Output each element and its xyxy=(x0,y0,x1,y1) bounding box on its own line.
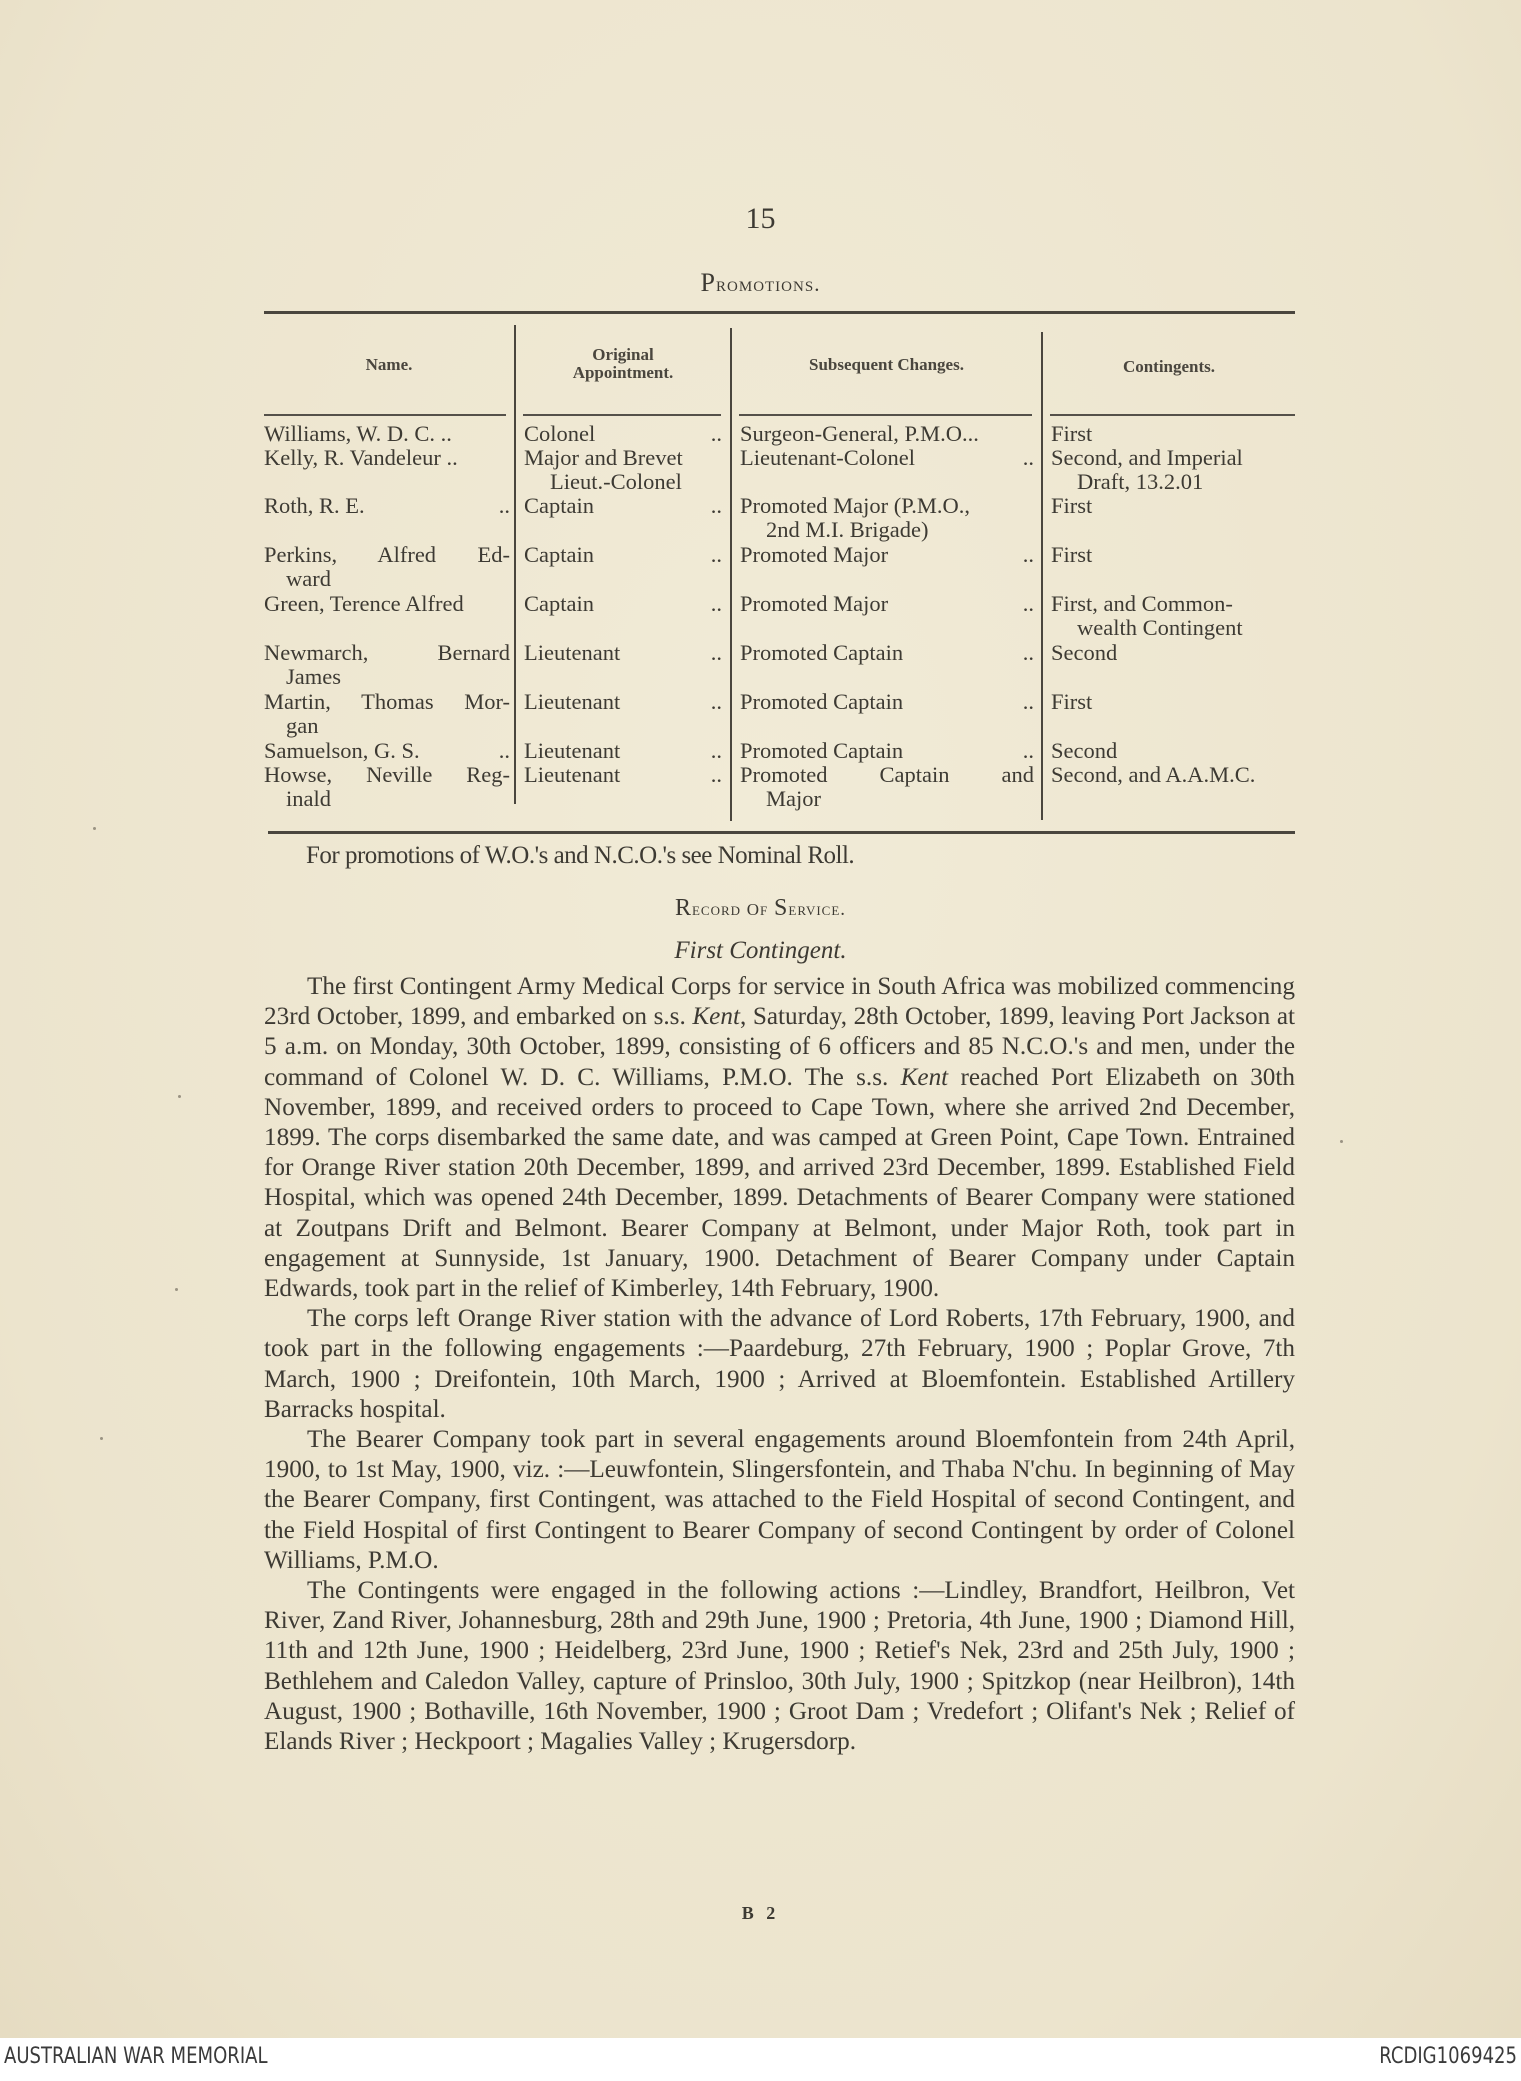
cell-text: Lieutenant xyxy=(524,738,621,763)
cell-text: Second, and Imperial xyxy=(1051,445,1243,470)
cell-text: Second xyxy=(1051,640,1118,665)
column-header-original-line1: Original xyxy=(592,345,654,364)
cell-continuation: gan xyxy=(286,713,319,738)
paragraph: The corps left Orange River station with the advance of Lord Roberts, 17th February, 1900, and took part in the following engagements :—Paardeburg, 27th February, 1900 ; Poplar Grove, 7th March, 1900 ; Dreifontein, 10th March, 1900 ; Arrived at Bloemfontein. Established Artillery Barracks hospital. xyxy=(264,1305,1295,1423)
cell-text: Promoted Captain and xyxy=(740,762,1034,787)
cell-name xyxy=(264,422,510,446)
footer-institution: AUSTRALIAN WAR MEMORIAL xyxy=(4,2044,268,2069)
cell-original xyxy=(524,592,722,616)
cell-contingent xyxy=(1051,446,1295,494)
cell-original xyxy=(524,763,722,787)
cell-text: Martin, Thomas Mor- xyxy=(264,689,510,714)
cell-subsequent xyxy=(740,494,1034,542)
paper-speck xyxy=(1340,1140,1343,1143)
footer-id: RCDIG1069425 xyxy=(1379,2044,1517,2069)
page-number: 15 xyxy=(745,202,776,235)
column-header-subsequent: Subsequent Changes. xyxy=(809,355,964,374)
cell-text: Perkins, Alfred Ed- xyxy=(264,542,510,567)
cell-text: Howse, Neville Reg- xyxy=(264,762,510,787)
leader-dots: .. xyxy=(498,738,510,763)
cell-name xyxy=(264,592,510,616)
paper-speck xyxy=(178,1095,181,1098)
cell-text: Promoted Captain xyxy=(740,689,904,714)
cell-continuation: Lieut.-Colonel xyxy=(550,469,682,494)
cell-contingent xyxy=(1051,739,1295,763)
paragraph xyxy=(264,972,1295,1304)
leader-dots: .. xyxy=(498,493,510,518)
cell-text: Lieutenant-Colonel xyxy=(740,445,915,470)
cell-text: Promoted Captain xyxy=(740,640,904,665)
leader-dots: .. xyxy=(710,762,722,787)
cell-contingent xyxy=(1051,763,1295,787)
cell-text: Surgeon-General, P.M.O... xyxy=(740,421,979,446)
column-divider xyxy=(1041,332,1043,820)
cell-text: First xyxy=(1051,689,1093,714)
cell-text: First xyxy=(1051,493,1093,518)
cell-contingent xyxy=(1051,494,1295,518)
leader-dots: .. xyxy=(710,493,722,518)
cell-text: Second xyxy=(1051,738,1118,763)
cell-original xyxy=(524,641,722,665)
signature-mark: B 2 xyxy=(741,1903,780,1923)
header-underline xyxy=(1050,414,1295,416)
cell-subsequent xyxy=(740,763,1034,811)
paper-speck xyxy=(175,1288,178,1291)
table-bottom-rule xyxy=(268,831,1295,834)
paragraph-text: , Saturday, 28th October, 1899, leaving Port Jackson at 5 a.m. on Monday, 30th October, 1899, consisting of 6 officers and 85 N.C.O.'s and men, under the command of Colonel W. D. C. Williams, P.M.O. The s.s. xyxy=(264,1003,1295,1091)
cell-continuation: wealth Contingent xyxy=(1077,615,1243,640)
leader-dots: .. xyxy=(1022,689,1034,714)
column-divider xyxy=(730,328,732,821)
header-underline xyxy=(264,414,506,416)
column-header-original xyxy=(516,346,730,382)
cell-contingent xyxy=(1051,641,1295,665)
column-header-name: Name. xyxy=(365,355,413,374)
cell-subsequent xyxy=(740,446,1034,470)
promotions-note: For promotions of W.O.'s and N.C.O.'s see Nominal Roll. xyxy=(306,842,855,869)
cell-contingent xyxy=(1051,422,1295,446)
leader-dots: .. xyxy=(710,689,722,714)
leader-dots: .. xyxy=(1022,445,1034,470)
leader-dots: .. xyxy=(710,738,722,763)
paper-speck xyxy=(93,827,96,830)
leader-dots: .. xyxy=(710,421,722,446)
cell-subsequent xyxy=(740,641,1034,665)
leader-dots: .. xyxy=(710,542,722,567)
record-of-service-title: Record of Service. xyxy=(674,895,847,921)
cell-original xyxy=(524,543,722,567)
table-top-rule xyxy=(264,311,1295,314)
ship-name: Kent xyxy=(900,1063,949,1091)
paragraph-text: The first Contingent Army Medical Corps for service in South Africa was mobilized commencing 23rd October, 1899, and embarked on s.s. xyxy=(264,973,1295,1031)
cell-text: Captain xyxy=(524,591,594,616)
cell-text: Lieutenant xyxy=(524,640,621,665)
cell-continuation: inald xyxy=(286,786,331,811)
cell-name xyxy=(264,494,510,518)
cell-text: Second, and A.A.M.C. xyxy=(1051,762,1256,787)
cell-text: Colonel xyxy=(524,421,596,446)
record-body xyxy=(264,972,1295,1757)
cell-subsequent xyxy=(740,592,1034,616)
header-underline xyxy=(523,414,721,416)
cell-subsequent xyxy=(740,422,1034,446)
cell-text: Captain xyxy=(524,542,594,567)
cell-continuation: Major xyxy=(766,786,821,811)
leader-dots: .. xyxy=(1022,591,1034,616)
leader-dots: .. xyxy=(1022,542,1034,567)
leader-dots: .. xyxy=(1022,738,1034,763)
cell-name xyxy=(264,690,510,738)
cell-text: Lieutenant xyxy=(524,689,621,714)
cell-text: Promoted Major xyxy=(740,542,889,567)
paragraph: The Bearer Company took part in several engagements around Bloemfontein from 24th April, 1900, to 1st May, 1900, viz. :—Leuwfontein, Slingersfontein, and Thaba N'chu. In beginning of May the Bearer Company, first Contingent, was attached to the Field Hospital of second Contingent, and the Field Hospital of first Contingent to Bearer Company of second Contingent by order of Colonel Williams, P.M.O. xyxy=(264,1426,1295,1574)
cell-original xyxy=(524,690,722,714)
cell-name xyxy=(264,641,510,689)
cell-subsequent xyxy=(740,543,1034,567)
cell-text: Green, Terence Alfred xyxy=(264,591,464,616)
archive-footer xyxy=(0,2038,1521,2081)
cell-text: First xyxy=(1051,542,1093,567)
cell-original xyxy=(524,494,722,518)
cell-contingent xyxy=(1051,690,1295,714)
cell-text: Newmarch, Bernard xyxy=(264,640,510,665)
promotions-title: Promotions. xyxy=(700,268,821,297)
ship-name: Kent xyxy=(692,1003,740,1031)
cell-original xyxy=(524,446,722,494)
cell-name xyxy=(264,763,510,811)
cell-continuation: Draft, 13.2.01 xyxy=(1077,469,1204,494)
cell-text: First xyxy=(1051,421,1093,446)
cell-continuation: ward xyxy=(286,566,331,591)
cell-name xyxy=(264,739,510,763)
cell-text: Major and Brevet xyxy=(524,445,683,470)
cell-original xyxy=(524,739,722,763)
header-underline xyxy=(739,414,1032,416)
cell-continuation: 2nd M.I. Brigade) xyxy=(766,517,929,542)
cell-continuation: James xyxy=(286,664,341,689)
leader-dots: .. xyxy=(1022,640,1034,665)
cell-text: Promoted Captain xyxy=(740,738,904,763)
paper-speck xyxy=(100,1437,103,1440)
cell-text: Williams, W. D. C. .. xyxy=(264,421,452,446)
cell-subsequent xyxy=(740,690,1034,714)
cell-text: Roth, R. E. xyxy=(264,493,365,518)
cell-text: Promoted Major xyxy=(740,591,889,616)
cell-original xyxy=(524,422,722,446)
cell-contingent xyxy=(1051,592,1295,640)
cell-name xyxy=(264,543,510,591)
paragraph-text: reached Port Elizabeth on 30th November, 1899, and received orders to proceed to Cape Town, where she arrived 2nd December, 1899. The corps disembarked the same date, and was camped at Green Point, Cape Town. Entrained for Orange River station 20th December, 1899, and arrived 23rd December, 1899. Established Field Hospital, which was opened 24th December, 1899. Detachments of Bearer Company were stationed at Zoutpans Drift and Belmont. Bearer Company at Belmont, under Major Roth, took part in engagement at Sunnyside, 1st January, 1900. Detachment of Bearer Company under Captain Edwards, took part in the relief of Kimberley, 14th February, 1900. xyxy=(264,1063,1295,1303)
leader-dots: .. xyxy=(710,640,722,665)
column-header-contingents: Contingents. xyxy=(1122,357,1216,376)
cell-contingent xyxy=(1051,543,1295,567)
cell-text: Promoted Major (P.M.O., xyxy=(740,493,970,518)
cell-text: Kelly, R. Vandeleur .. xyxy=(264,445,458,470)
cell-text: Captain xyxy=(524,493,594,518)
paragraph: The Contingents were engaged in the following actions :—Lindley, Brandfort, Heilbron, Vet River, Zand River, Johannesburg, 28th and 29th June, 1900 ; Pretoria, 4th June, 1900 ; Diamond Hill, 11th and 12th June, 1900 ; Heidelberg, 23rd June, 1900 ; Retief's Nek, 23rd and 25th July, 1900 ; Bethlehem and Caledon Valley, capture of Prinsloo, 30th July, 1900 ; Spitzkop (near Heilbron), 14th August, 1900 ; Bothaville, 16th November, 1900 ; Groot Dam ; Vredefort ; Olifant's Nek ; Relief of Elands River ; Heckpoort ; Magalies Valley ; Krugersdorp. xyxy=(264,1577,1295,1756)
cell-text: Samuelson, G. S. xyxy=(264,738,420,763)
cell-name xyxy=(264,446,510,470)
cell-text: Lieutenant xyxy=(524,762,621,787)
cell-text: First, and Common- xyxy=(1051,591,1233,616)
first-contingent-subtitle: First Contingent. xyxy=(674,937,847,964)
cell-subsequent xyxy=(740,739,1034,763)
column-divider xyxy=(514,325,516,804)
column-header-original-line2: Appointment. xyxy=(572,363,674,382)
leader-dots: .. xyxy=(710,591,722,616)
